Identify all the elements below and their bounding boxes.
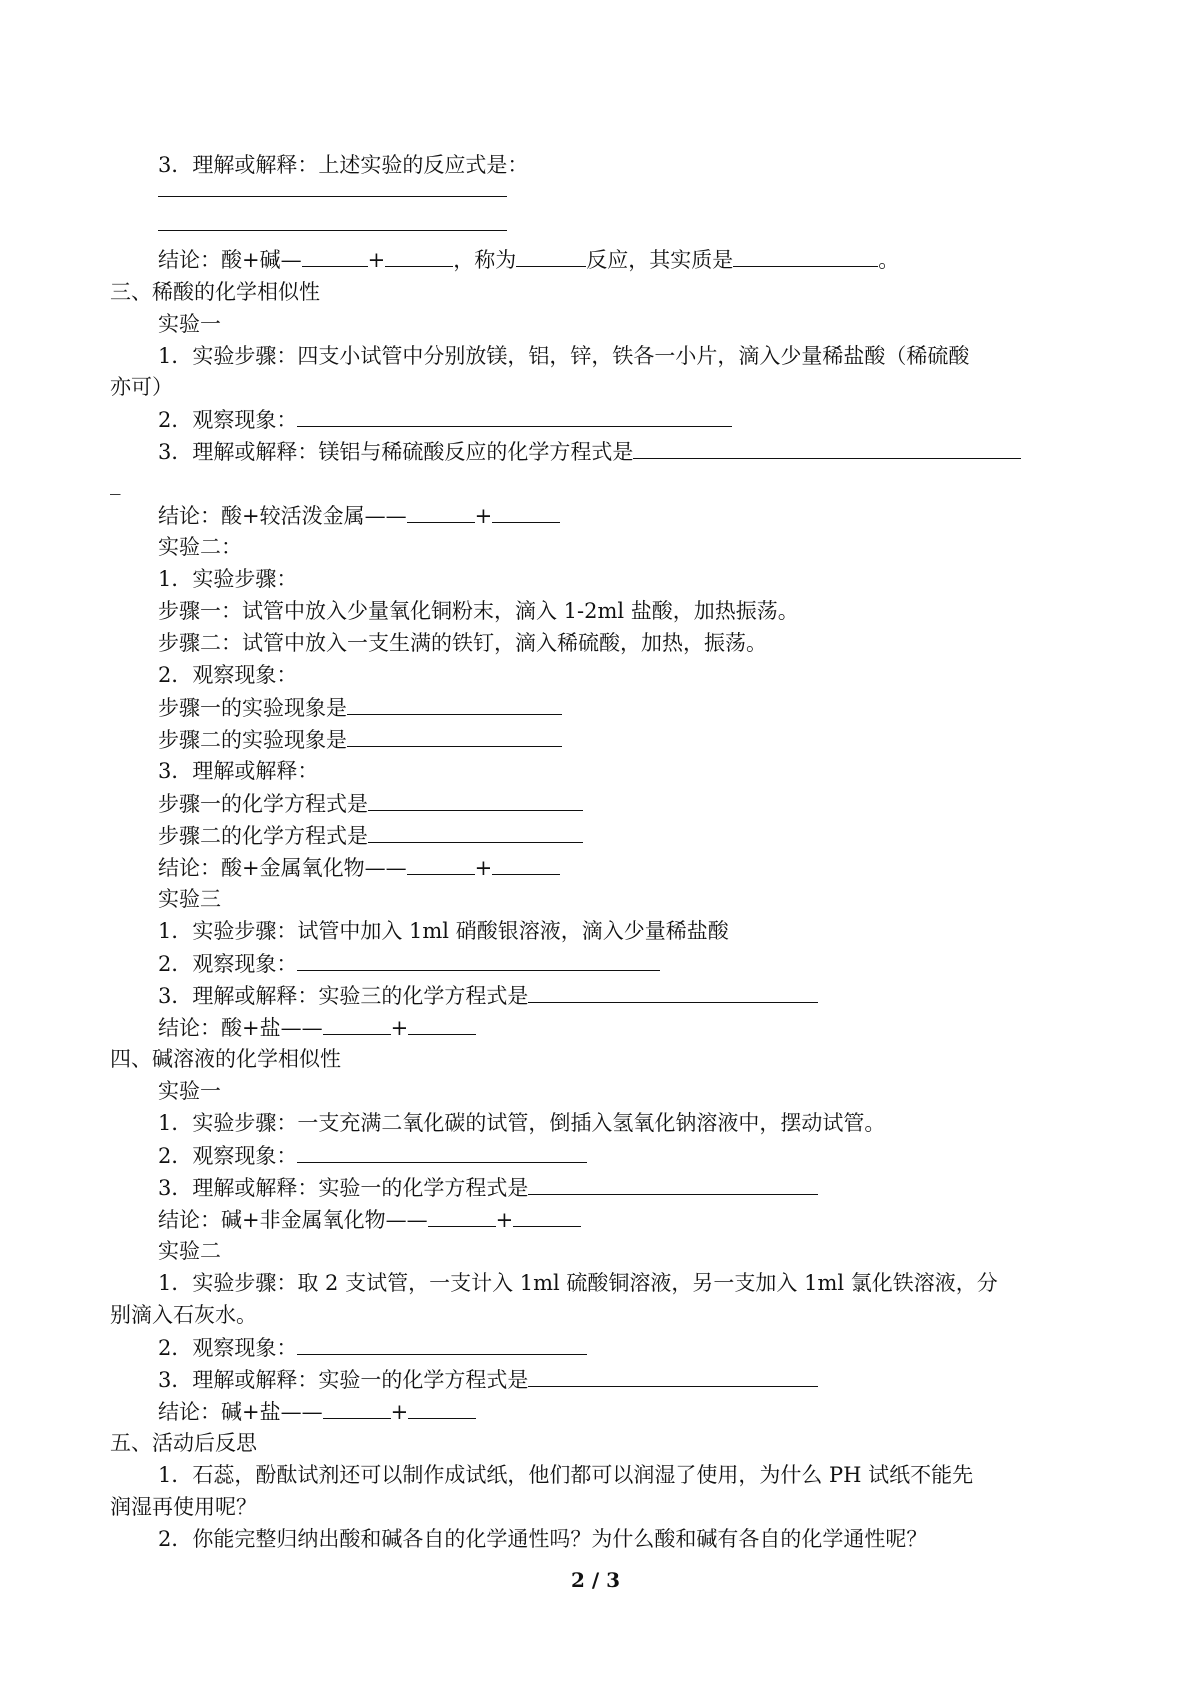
experiment-title: 实验二： [158,535,242,559]
conclusion-line: 结论：碱+非金属氧化物—— + [158,1206,581,1233]
explain-line: 3．理解或解释：上述实验的反应式是： [158,153,529,177]
explain-line: 3．理解或解释：实验一的化学方程式是 [158,1366,818,1393]
experiment-title: 实验一 [158,1079,221,1103]
answer-blank [428,1206,496,1227]
experiment-step: 1．实验步骤：四支小试管中分别放镁，铝，锌，铁各一小片，滴入少量稀盐酸（稀硫酸 [158,344,970,368]
reflection-question: 2．你能完整归纳出酸和碱各自的化学通性吗？为什么酸和碱有各自的化学通性呢？ [158,1527,928,1551]
experiment-step: 1．实验步骤：试管中加入 1ml 硝酸银溶液，滴入少量稀盐酸 [158,919,729,943]
experiment-step: 步骤二：试管中放入一支生满的铁钉，滴入稀硫酸，加热，振荡。 [158,631,767,655]
answer-blank [513,1206,581,1227]
experiment-step: 步骤一：试管中放入少量氧化铜粉末，滴入 1-2ml 盐酸，加热振荡。 [158,599,799,623]
answer-blank [528,982,818,1003]
answer-blank [302,246,368,267]
answer-blank [492,502,560,523]
section-heading: 五、活动后反思 [110,1431,257,1455]
conclusion-line: 结论：酸+盐—— + [158,1014,476,1041]
reflection-question: 润湿再使用呢？ [110,1495,257,1519]
experiment-step: 别滴入石灰水。 [110,1303,257,1327]
conclusion-line: 结论：酸+金属氧化物—— + [158,854,560,881]
experiment-step: 1．实验步骤：取 2 支试管，一支计入 1ml 硫酸铜溶液，另一支加入 1ml 氯化铁溶液，分 [158,1271,998,1295]
answer-blank [516,246,586,267]
answer-blank [407,854,475,875]
page-number: 2 / 3 [570,1568,621,1592]
experiment-title: 实验二 [158,1239,221,1263]
experiment-step: 1．实验步骤： [158,567,298,591]
section-heading: 三、稀酸的化学相似性 [110,280,320,304]
explain-line: 3．理解或解释：镁铝与稀硫酸反应的化学方程式是 [158,438,1021,465]
observation-heading: 2．观察现象： [158,663,298,687]
answer-blank [733,246,878,267]
experiment-title: 实验三 [158,887,221,911]
section-heading: 四、碱溶液的化学相似性 [110,1047,341,1071]
overflow-underscore: _ [110,471,121,495]
answer-blank [492,854,560,875]
experiment-step: 亦可） [110,375,173,399]
explain-heading: 3．理解或解释： [158,759,319,783]
answer-blank [158,196,507,197]
observation-line: 2．观察现象： [158,1142,587,1169]
answer-blank [297,406,732,427]
answer-blank [385,246,453,267]
observation-line: 步骤一的实验现象是 [158,694,562,721]
equation-line: 步骤一的化学方程式是 [158,790,583,817]
answer-blank [297,950,660,971]
answer-blank [528,1174,818,1195]
equation-line: 步骤二的化学方程式是 [158,822,583,849]
experiment-step: 1．实验步骤：一支充满二氧化碳的试管，倒插入氢氧化钠溶液中，摆动试管。 [158,1111,886,1135]
answer-blank [368,822,583,843]
answer-blank [297,1142,587,1163]
conclusion-line: 结论：碱+盐—— + [158,1398,476,1425]
answer-blank [323,1398,391,1419]
reflection-question: 1．石蕊，酚酞试剂还可以制作成试纸，他们都可以润湿了使用，为什么 PH 试纸不能先 [158,1463,974,1487]
answer-blank [347,726,562,747]
answer-blank [158,230,507,231]
answer-blank [528,1366,818,1387]
answer-blank [633,438,1021,459]
answer-blank [368,790,583,811]
answer-blank [347,694,562,715]
observation-line: 步骤二的实验现象是 [158,726,562,753]
explain-line: 3．理解或解释：实验三的化学方程式是 [158,982,818,1009]
answer-blank [297,1334,587,1355]
observation-line: 2．观察现象： [158,950,660,977]
conclusion-line: 结论：酸+较活泼金属—— + [158,502,560,529]
answer-blank [408,1398,476,1419]
explain-line: 3．理解或解释：实验一的化学方程式是 [158,1174,818,1201]
experiment-title: 实验一 [158,312,221,336]
neutralization-conclusion: 结论：酸+碱— + ，称为 反应，其实质是 。 [158,248,900,272]
answer-blank [323,1014,391,1035]
answer-blank [408,1014,476,1035]
observation-line: 2．观察现象： [158,1334,587,1361]
observation-line: 2．观察现象： [158,406,732,433]
answer-blank [407,502,475,523]
